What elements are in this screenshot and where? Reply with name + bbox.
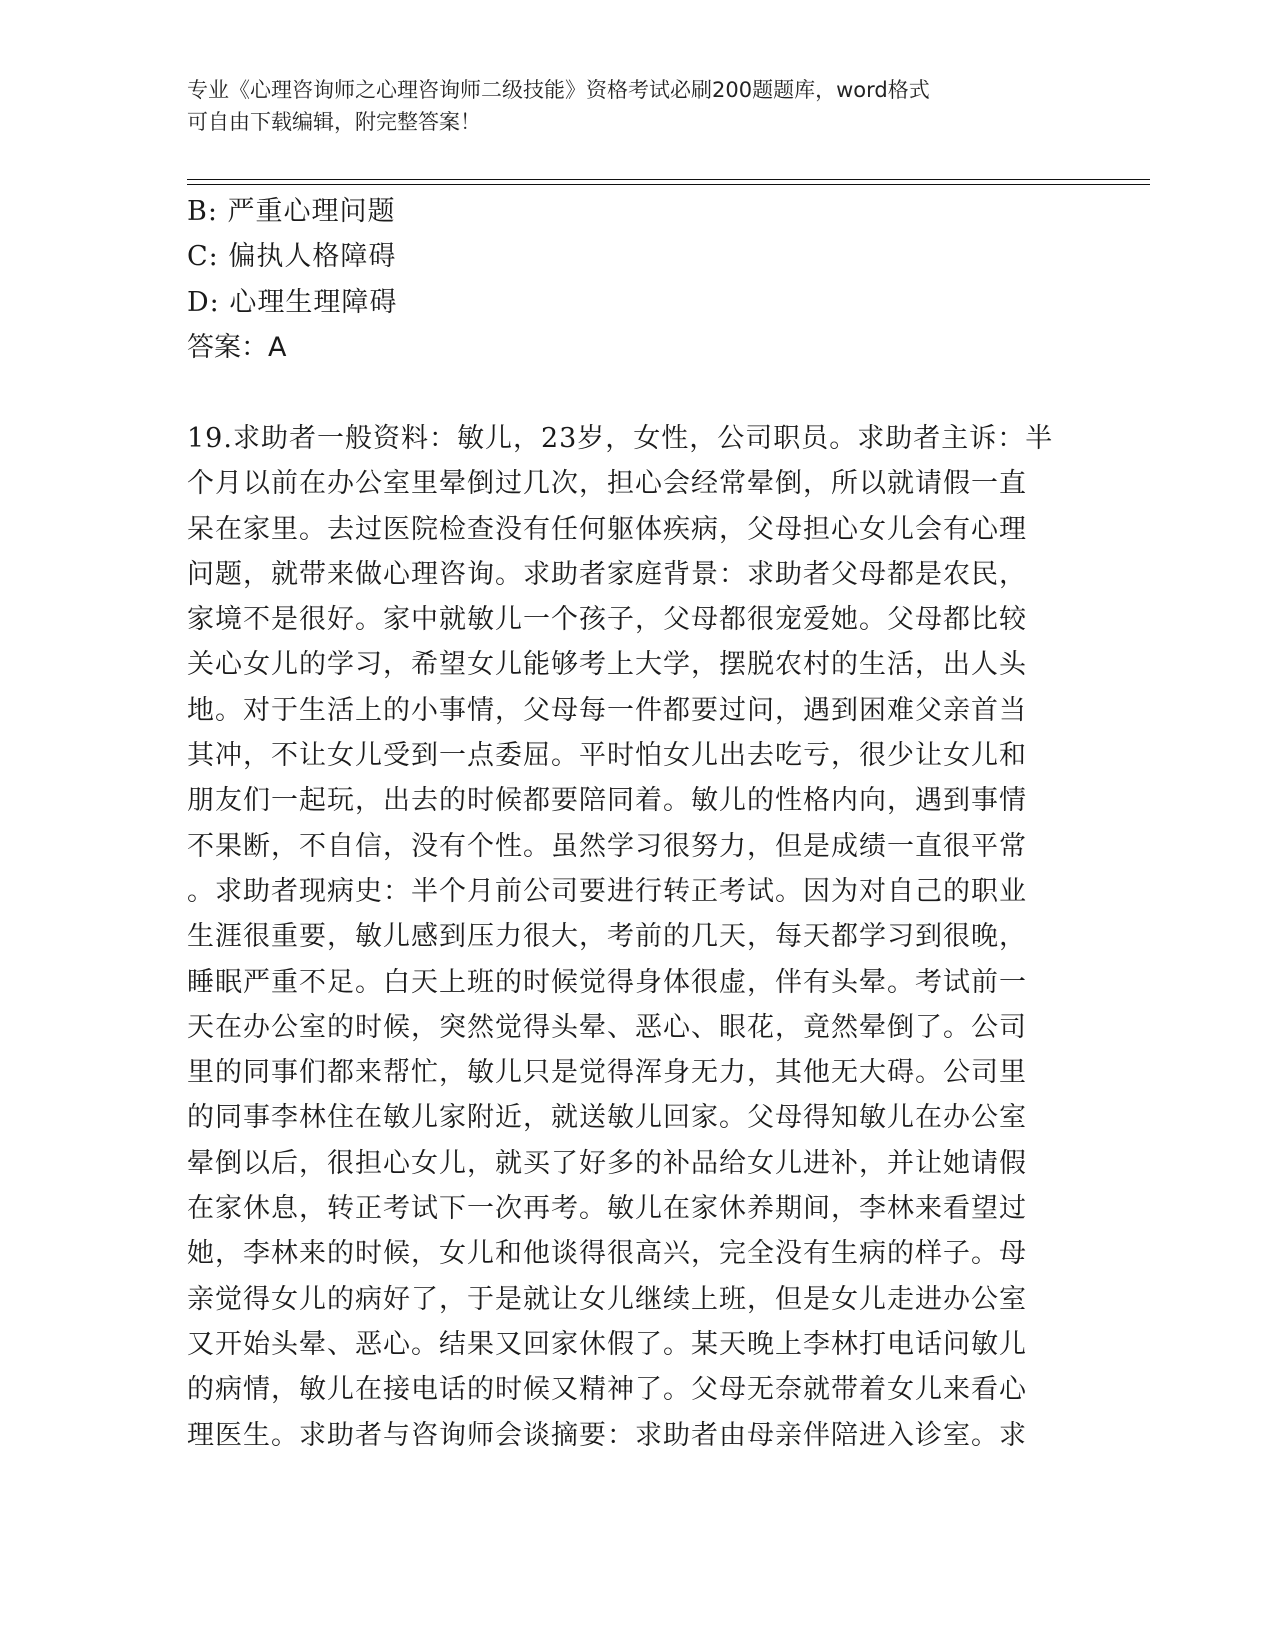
question-line: 朋友们一起玩，出去的时候都要陪同着。敏儿的性格内向，遇到事情 — [187, 785, 1027, 817]
question-line: 关心女儿的学习，希望女儿能够考上大学，摆脱农村的生活，出人头 — [187, 649, 1027, 681]
question-line: 其冲，不让女儿受到一点委屈。平时怕女儿出去吃亏，很少让女儿和 — [187, 740, 1027, 772]
option-d: D: 心理生理障碍 — [187, 287, 398, 318]
question-line: 睡眠严重不足。白天上班的时候觉得身体很虚，伴有头晕。考试前一 — [187, 966, 1027, 998]
question-19 — [187, 416, 1087, 1458]
question-line: 生涯很重要，敏儿感到压力很大，考前的几天，每天都学习到很晚， — [187, 921, 1027, 953]
option-c: C: 偏执人格障碍 — [187, 241, 397, 272]
question-line: 呆在家里。去过医院检查没有任何躯体疾病，父母担心女儿会有心理 — [187, 513, 1027, 545]
question-line: 她，李林来的时候，女儿和他谈得很高兴，完全没有生病的样子。母 — [187, 1238, 1027, 1270]
answer-line: 答案：A — [187, 332, 287, 363]
header-divider-top — [187, 179, 1150, 180]
question-line: 天在办公室的时候，突然觉得头晕、恶心、眼花，竟然晕倒了。公司 — [187, 1011, 1027, 1043]
question-line: 。求助者现病史：半个月前公司要进行转正考试。因为对自己的职业 — [187, 875, 1027, 907]
page-header — [187, 74, 1067, 138]
question-line: 个月以前在办公室里晕倒过几次，担心会经常晕倒，所以就请假一直 — [187, 468, 1027, 500]
question-line: 亲觉得女儿的病好了，于是就让女儿继续上班，但是女儿走进办公室 — [187, 1283, 1027, 1315]
header-line-1: 专业《心理咨询师之心理咨询师二级技能》资格考试必刷200题题库，word格式 — [187, 78, 930, 102]
question-line: 又开始头晕、恶心。结果又回家休假了。某天晚上李林打电话问敏儿 — [187, 1328, 1027, 1360]
header-line-2: 可自由下载编辑，附完整答案！ — [187, 110, 481, 134]
question-line: 地。对于生活上的小事情，父母每一件都要过问，遇到困难父亲首当 — [187, 694, 1027, 726]
option-b: B: 严重心理问题 — [187, 196, 396, 227]
question-line: 晕倒以后，很担心女儿，就买了好多的补品给女儿进补，并让她请假 — [187, 1147, 1027, 1179]
question-line: 19.求助者一般资料：敏儿，23岁，女性，公司职员。求助者主诉：半 — [187, 423, 1054, 454]
question-line: 的同事李林住在敏儿家附近，就送敏儿回家。父母得知敏儿在办公室 — [187, 1102, 1027, 1134]
question-line: 家境不是很好。家中就敏儿一个孩子，父母都很宠爱她。父母都比较 — [187, 604, 1027, 636]
question-line: 里的同事们都来帮忙，敏儿只是觉得浑身无力，其他无大碍。公司里 — [187, 1057, 1027, 1089]
question-line: 理医生。求助者与咨询师会谈摘要：求助者由母亲伴陪进入诊室。求 — [187, 1419, 1027, 1451]
question-line: 在家休息，转正考试下一次再考。敏儿在家休养期间，李林来看望过 — [187, 1193, 1027, 1225]
question-line: 问题，就带来做心理咨询。求助者家庭背景：求助者父母都是农民， — [187, 558, 1027, 590]
question-line: 的病情，敏儿在接电话的时候又精神了。父母无奈就带着女儿来看心 — [187, 1374, 1027, 1406]
header-divider-bottom — [187, 184, 1150, 185]
question-line: 不果断，不自信，没有个性。虽然学习很努力，但是成绩一直很平常 — [187, 830, 1027, 862]
